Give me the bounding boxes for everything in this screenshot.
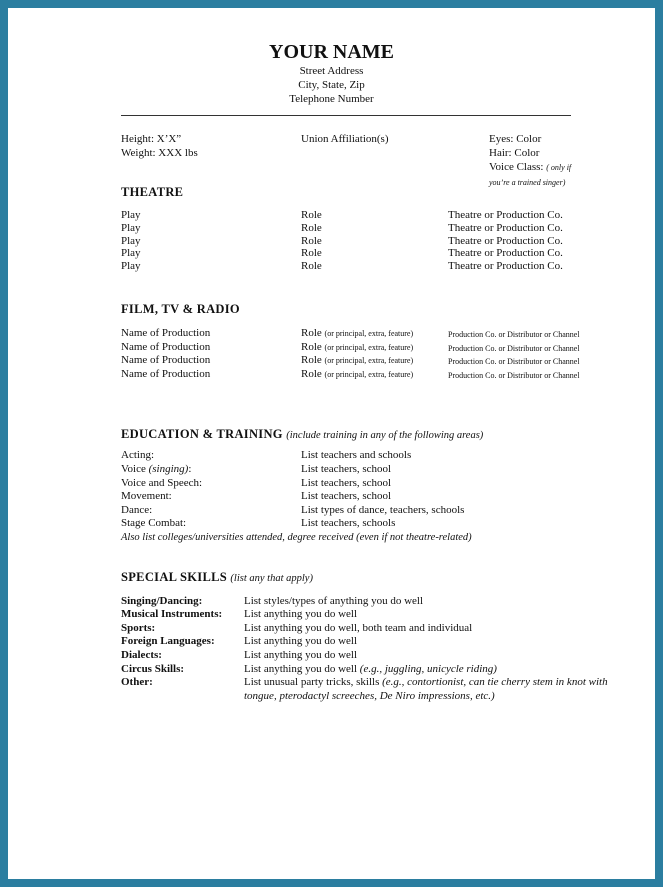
hair-color: Hair: Color xyxy=(489,147,540,159)
height-stat: Height: X’X” xyxy=(121,133,182,145)
skill-label: Circus Skills: xyxy=(121,663,185,675)
union-affiliation: Union Affiliation(s) xyxy=(301,133,389,145)
skill-text-plain: List unusual party tricks, skills xyxy=(244,676,383,688)
education-area: Movement: xyxy=(121,490,172,502)
theatre-role: Role xyxy=(301,235,322,247)
film-role xyxy=(301,341,413,354)
theatre-company: Theatre or Production Co. xyxy=(448,247,563,259)
film-production: Name of Production xyxy=(121,368,211,380)
skills-heading-note: (list any that apply) xyxy=(230,573,313,584)
education-area-label: Voice xyxy=(121,463,149,475)
film-role xyxy=(301,327,413,340)
skill-text: List anything you do well xyxy=(244,635,358,647)
education-area xyxy=(121,463,191,476)
theatre-play: Play xyxy=(121,235,141,247)
document-page xyxy=(8,8,655,879)
voice-class-note: ( only if xyxy=(546,163,572,172)
theatre-role: Role xyxy=(301,247,322,259)
skills-heading xyxy=(121,571,313,585)
film-role xyxy=(301,354,413,367)
education-heading-title: EDUCATION & TRAINING xyxy=(121,427,283,441)
education-footer: Also list colleges/universities attended, degree received (even if not theatre-related) xyxy=(121,532,472,543)
education-area: Voice and Speech: xyxy=(121,477,203,489)
skill-text: List anything you do well xyxy=(244,608,358,620)
theatre-play: Play xyxy=(121,260,141,272)
film-role-note: (or principal, extra, feature) xyxy=(324,356,414,365)
theatre-company: Theatre or Production Co. xyxy=(448,260,563,272)
weight-stat: Weight: XXX lbs xyxy=(121,147,198,159)
skill-label: Sports: xyxy=(121,622,156,634)
film-role-label: Role xyxy=(301,354,322,366)
skill-text-italic: (e.g., contortionist, can tie cherry stem in knot with xyxy=(382,676,608,688)
film-role-label: Role xyxy=(301,368,322,380)
skill-text: List anything you do well xyxy=(244,649,358,661)
education-area-italic: (singing) xyxy=(148,463,189,475)
film-company: Production Co. or Distributor or Channel xyxy=(448,357,580,366)
film-role-label: Role xyxy=(301,341,322,353)
film-company: Production Co. or Distributor or Channel xyxy=(448,344,580,353)
voice-class-note-cont: you’re a trained singer) xyxy=(489,178,566,187)
theatre-role: Role xyxy=(301,209,322,221)
theatre-play: Play xyxy=(121,209,141,221)
skill-label: Singing/Dancing: xyxy=(121,595,203,607)
skill-label: Foreign Languages: xyxy=(121,635,215,647)
theatre-company: Theatre or Production Co. xyxy=(448,235,563,247)
voice-class xyxy=(489,161,571,174)
education-area-end: : xyxy=(188,463,192,475)
skill-text-italic: (e.g., juggling, unicycle riding) xyxy=(359,663,497,675)
skill-label: Dialects: xyxy=(121,649,162,661)
film-production: Name of Production xyxy=(121,341,211,353)
theatre-play: Play xyxy=(121,222,141,234)
education-area: Dance: xyxy=(121,504,153,516)
skill-label: Musical Instruments: xyxy=(121,608,223,620)
eye-color: Eyes: Color xyxy=(489,133,542,145)
voice-class-label: Voice Class: xyxy=(489,161,544,173)
skill-text-cont: tongue, pterodactyl screeches, De Niro impressions, etc.) xyxy=(244,690,495,702)
theatre-role: Role xyxy=(301,260,322,272)
film-role-note: (or principal, extra, feature) xyxy=(324,329,414,338)
theatre-company: Theatre or Production Co. xyxy=(448,209,563,221)
theatre-play: Play xyxy=(121,247,141,259)
film-production: Name of Production xyxy=(121,327,211,339)
skill-text xyxy=(244,663,497,676)
theatre-heading: THEATRE xyxy=(121,185,184,199)
education-detail: List teachers, school xyxy=(301,477,392,489)
theatre-role: Role xyxy=(301,222,322,234)
education-heading-note: (include training in any of the following areas) xyxy=(286,430,484,441)
education-detail: List teachers, school xyxy=(301,490,392,502)
city-state-zip: City, State, Zip xyxy=(298,79,365,91)
skill-text: List styles/types of anything you do well xyxy=(244,595,424,607)
skill-text xyxy=(244,676,608,689)
skill-label: Other: xyxy=(121,676,153,688)
film-role-label: Role xyxy=(301,327,322,339)
film-company: Production Co. or Distributor or Channel xyxy=(448,330,580,339)
education-detail: List teachers, school xyxy=(301,463,392,475)
skills-heading-title: SPECIAL SKILLS xyxy=(121,570,227,584)
film-role xyxy=(301,368,413,381)
theatre-company: Theatre or Production Co. xyxy=(448,222,563,234)
education-detail: List teachers, schools xyxy=(301,517,396,529)
header-divider xyxy=(121,115,571,116)
resume-name: YOUR NAME xyxy=(269,41,394,63)
street-address: Street Address xyxy=(299,65,364,77)
film-role-note: (or principal, extra, feature) xyxy=(324,370,414,379)
film-company: Production Co. or Distributor or Channel xyxy=(448,371,580,380)
education-detail: List types of dance, teachers, schools xyxy=(301,504,465,516)
film-production: Name of Production xyxy=(121,354,211,366)
film-heading: FILM, TV & RADIO xyxy=(121,302,240,316)
education-detail: List teachers and schools xyxy=(301,449,412,461)
film-role-note: (or principal, extra, feature) xyxy=(324,343,414,352)
education-area: Acting: xyxy=(121,449,154,461)
education-area: Stage Combat: xyxy=(121,517,187,529)
telephone-number: Telephone Number xyxy=(289,93,374,105)
skill-text-plain: List anything you do well xyxy=(244,663,360,675)
education-heading xyxy=(121,428,483,442)
skill-text: List anything you do well, both team and individual xyxy=(244,622,473,634)
